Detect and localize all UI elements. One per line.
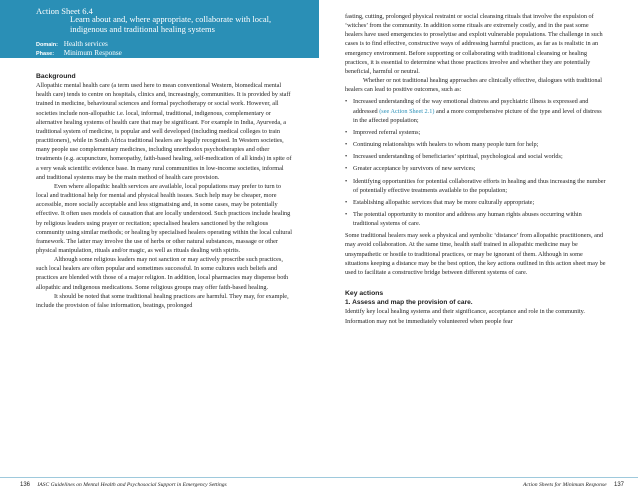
bullet-text-continued: and a more comprehensive picture of the type and level of distress in the affected population; <box>353 107 602 124</box>
right-running-title: Action Sheets for Minimum Response <box>522 482 607 488</box>
key-action-1-title: 1. Assess and map the provision of care. <box>345 299 473 307</box>
background-paragraph-4: It should be noted that some traditional healing practices are harmful. They may, for example, include the provision of false information, beatings, prolonged <box>36 292 289 309</box>
action-sheet-reference-link[interactable]: (see Action Sheet 2.1) <box>379 107 435 115</box>
bullet-item: • Increased understanding of beneficiaries’ spiritual, psychological and social worlds; <box>345 152 607 161</box>
phase-label: Phase: <box>36 51 55 57</box>
right-page-number: 137 <box>613 482 624 488</box>
bullet-item: • Improved referral systems; <box>345 128 607 137</box>
bullet-item: • Identifying opportunities for potential collaborative efforts in healing and thus increasing the number of potentially effective treatments available to the population; <box>345 177 607 195</box>
background-paragraph-1: Allopathic mental health care (a term used here to mean conventional Western, biomedical mental health care) tends to centre on hospitals, clinics and, increasingly, communities. It is provided by staff trained in medicine, behavioural sciences and formal psychotherapy or social work. However, all societies include non-allopathic i.e. local, informal, traditional, indigenous, complementary or alternative healing systems of health care that may be significant. For example in India, Ayurveda, a traditional system of medicine, is popular and well developed (including medical colleges to train practitioners), while in South Africa traditional healers are legally recognised. In Western societies, many people use complementary medicines, including unorthodox psychotherapies and other treatments (e.g. acupuncture, homeopathy, faith-based healing, self-medication of all kinds) in spite of a very weak scientific evidence base. In many rural communities in low-income societies, informal and traditional systems may be the main method of health care provision. <box>36 82 292 181</box>
bullet-item: • Establishing allopathic services that may be more culturally appropriate; <box>345 198 607 207</box>
domain-value: Health services <box>63 40 108 48</box>
bullet-item: • Greater acceptance by survivors of new services; <box>345 164 607 173</box>
key-actions-heading: Key actions <box>345 290 384 298</box>
key-action-1-text: Identify key local healing systems and their significance, acceptance and role in the community. Information may not be immediately volunteered when people fear <box>345 308 585 325</box>
domain-row <box>36 40 108 48</box>
right-footer <box>319 477 638 493</box>
right-column-text <box>345 12 607 326</box>
right-paragraph-2: Whether or not traditional healing approaches are clinically effective, dialogues with traditional healers can lead to positive outcomes, such as: <box>345 77 603 94</box>
phase-row <box>36 49 122 57</box>
background-paragraph-3: Although some religious leaders may not sanction or may actively proscribe such practices, such local healers are often popular and sometimes successful. In some cultures such beliefs and practices are blended with those of a major religion. In addition, local pharmacies may dispense both allopathic and indigenous medications. Some religious groups may offer faith-based healing. <box>36 256 289 291</box>
action-sheet-header <box>0 0 319 58</box>
background-heading: Background <box>36 73 76 80</box>
right-page <box>319 0 638 493</box>
bullet-item: • The potential opportunity to monitor and address any human rights abuses occurring within traditional systems of care. <box>345 210 607 228</box>
left-running-title: IASC Guidelines on Mental Health and Psychosocial Support in Emergency Settings <box>37 482 227 488</box>
right-paragraph-1: fasting, cutting, prolonged physical restraint or social cleansing rituals that involve the expulsion of ‘witches’ from the community. In addition some rituals are extremely costly, and in the past some healers have used emergencies to proselytise and exploit vulnerable populations. The challenge in such cases is to find effective, constructive ways of addressing harmful practices, as far as is realistic in an emergency environment. Before supporting or collaborating with traditional cleansing or healing practices, it is essential to determine what those practices involve and whether they are potentially beneficial, harmful or neutral. <box>345 13 603 75</box>
background-paragraph-2: Even where allopathic health services are available, local populations may prefer to turn to local and traditional help for mental and physical health issues. Such help may be cheaper, more accessible, more socially acceptable and less stigmatising and, in some cases, may be potentially effective. It often uses models of causation that are locally understood. Such practices include healing by religious leaders using prayer or recitation; specialised healers sanctioned by the religious community using similar methods; or healing by specialised healers operating within the local cultural framework. The latter may involve the use of herbs or other natural substances, massage or other physical manipulation, rituals and/or magic, as well as rituals dealing with spirits. <box>36 182 293 254</box>
left-column-text <box>36 72 293 310</box>
sheet-title: Learn about and, where appropriate, collaborate with local, indigenous and traditional healing systems <box>70 14 272 34</box>
left-page-number: 136 <box>19 482 30 488</box>
bullet-text: Increased understanding of the way emotional distress and psychiatric illness is expressed and addressed <box>353 98 589 115</box>
bullet-item: • Continuing relationships with healers to whom many people turn for help; <box>345 140 607 149</box>
domain-label: Domain: <box>36 42 58 48</box>
bullet-item <box>345 97 607 124</box>
phase-value: Minimum Response <box>63 49 122 57</box>
right-paragraph-3: Some traditional healers may seek a physical and symbolic ‘distance’ from allopathic practitioners, and may avoid collaboration. At the same time, health staff trained in allopathic medicine may be unsympathetic or hostile to traditional practices, or may be ignorant of them. Although in some situations keeping a distance may be the best option, the key actions outlined in this action sheet may be used to facilitate a constructive bridge between different systems of care. <box>345 232 606 276</box>
left-footer <box>0 477 319 493</box>
sheet-number: Action Sheet 6.4 <box>36 6 93 16</box>
